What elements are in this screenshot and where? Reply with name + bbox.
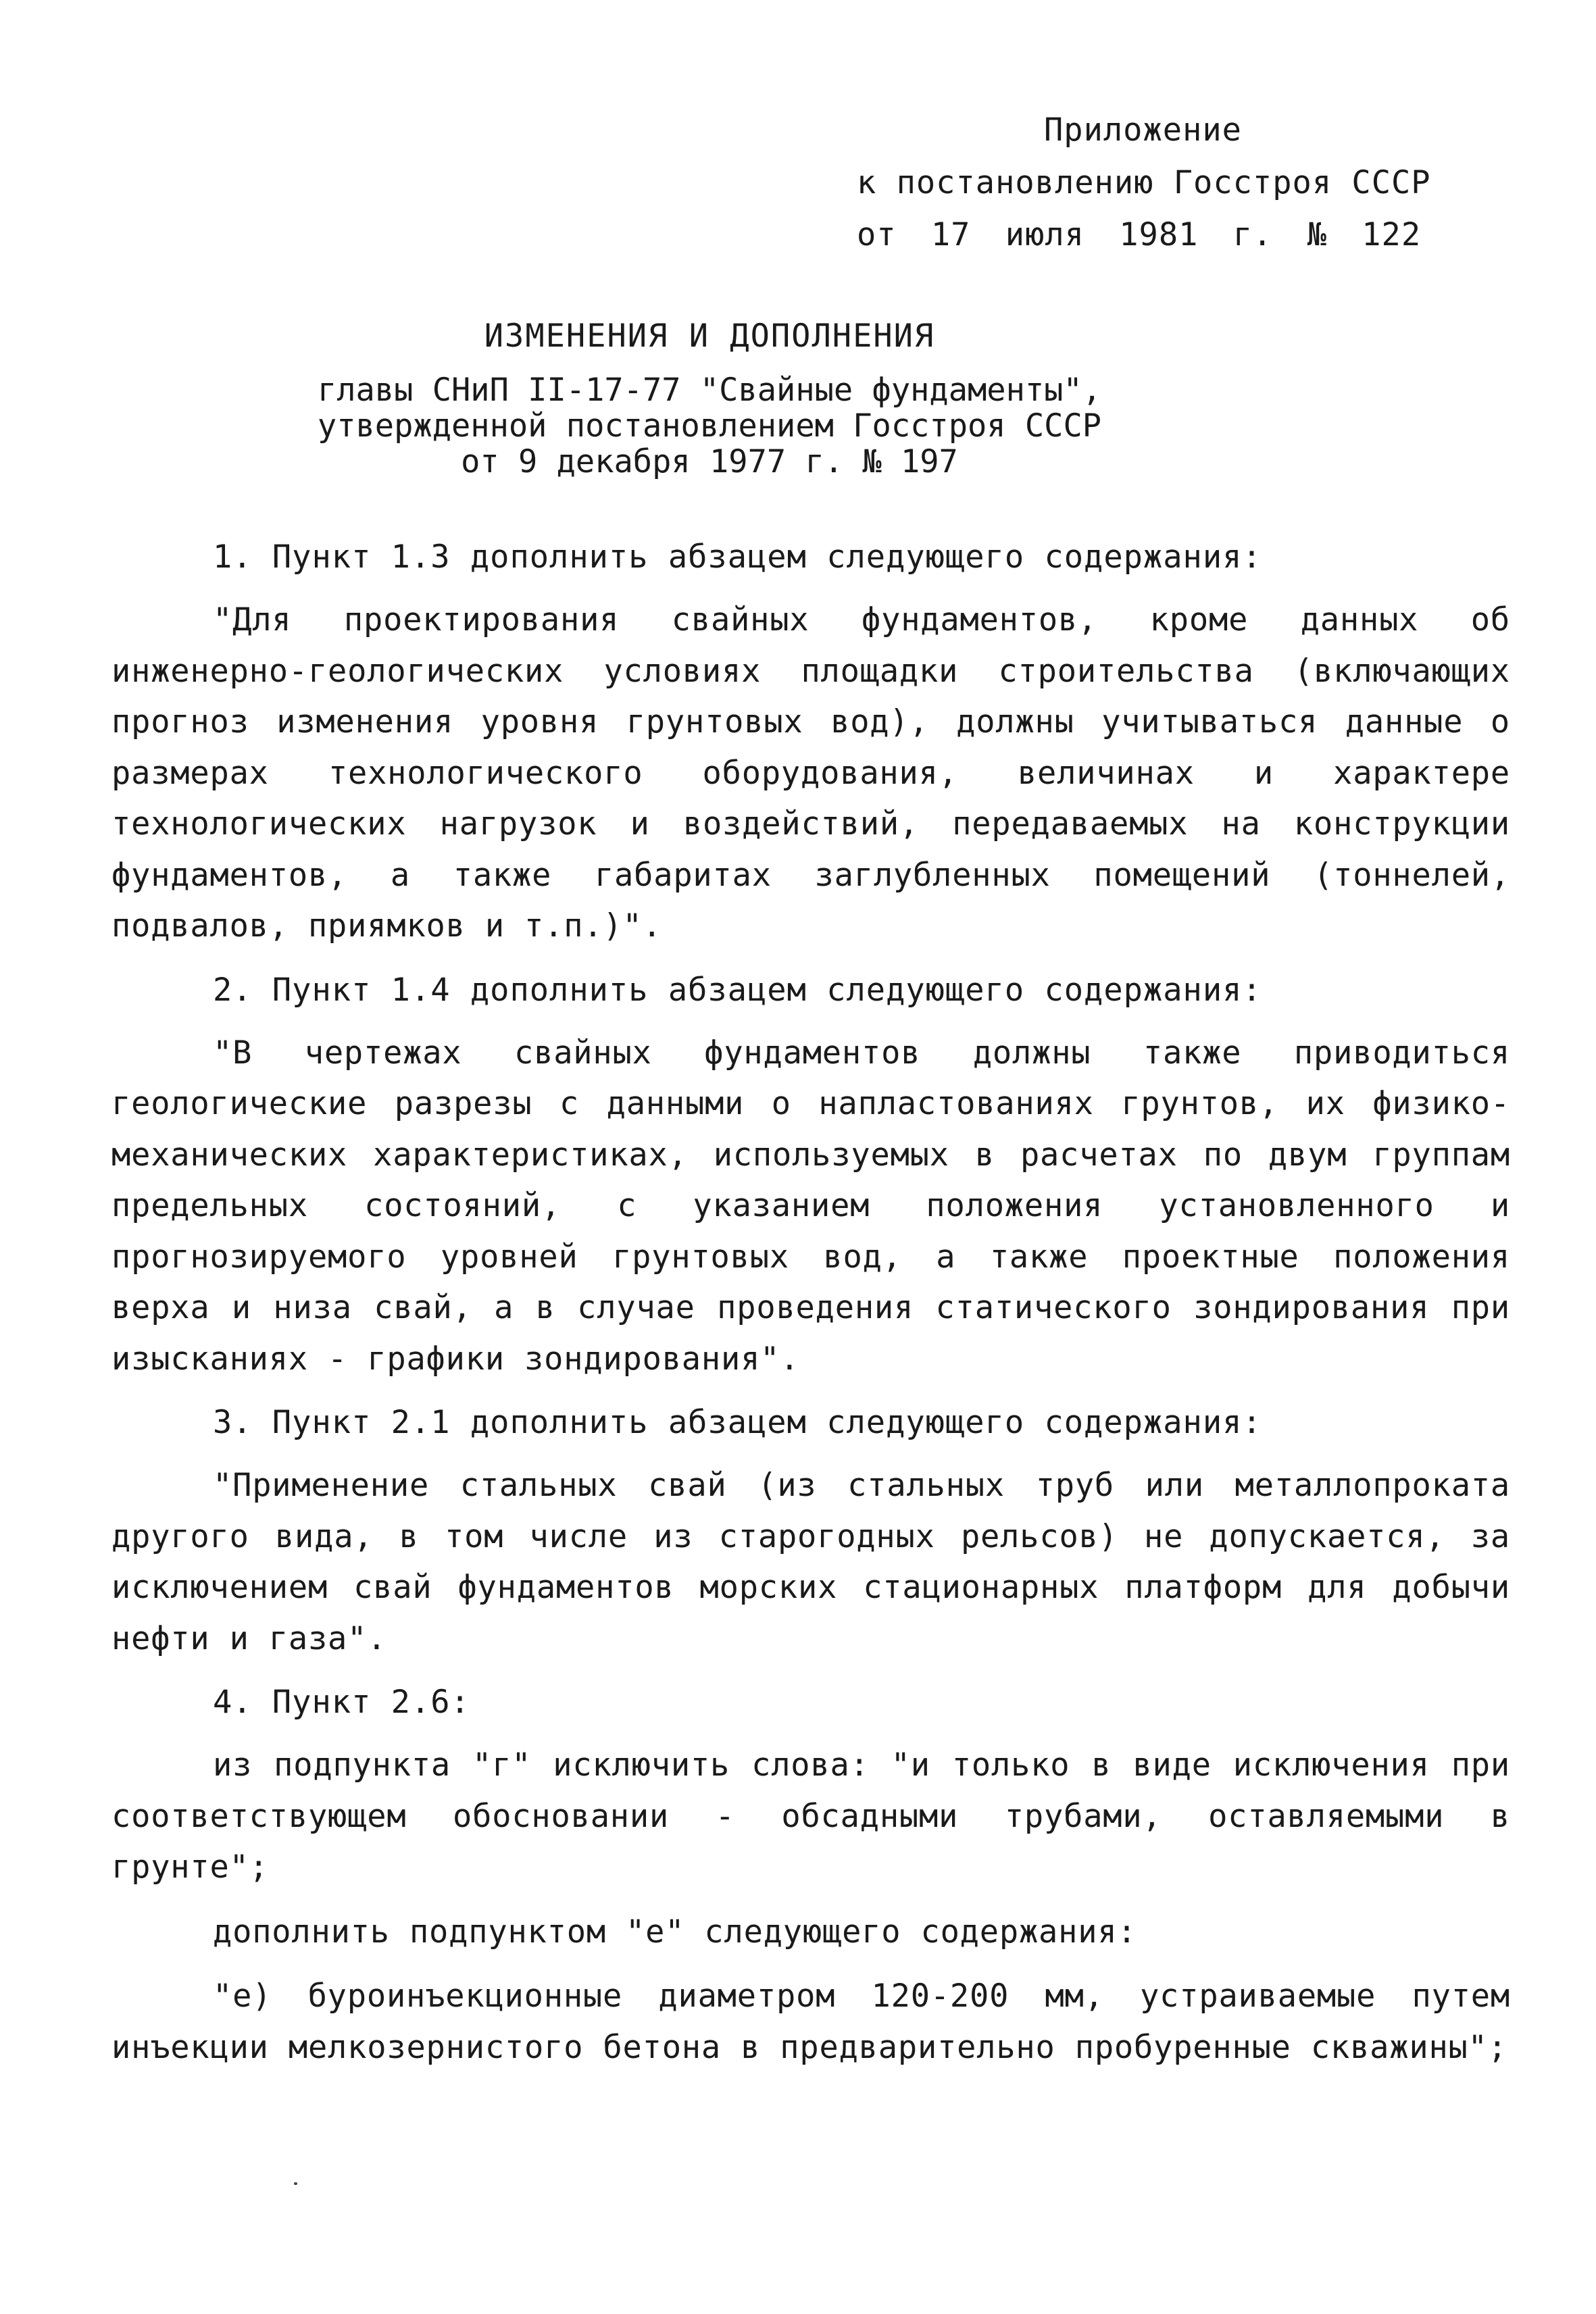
- document-subtitle-line3: от 9 декабря 1977 г. № 197: [461, 443, 958, 480]
- item-4-heading: 4. Пункт 2.6:: [213, 1684, 470, 1721]
- item-1-text: "Для проектирования свайных фундаментов, кроме данных об инженерно-геологических условиях площадки строительства (включающих прогноз изменения уровня грунтовых вод), должны учитываться данные о размерах технологического оборудования, величинах и характере технологических нагрузок и воздействий, передаваемых на конструкции фундаментов, а также габаритах заглубленных помещений (тоннелей, подвалов, приямков и т.п.)".: [111, 601, 1510, 945]
- document-subtitle-line2: утвержденной постановлением Госстроя СССР: [317, 407, 1102, 445]
- item-4-text: из подпункта "г" исключить слова: "и только в виде исключения при соответствующем обосновании - обсадными трубами, оставляемыми в грунте";: [111, 1746, 1510, 1886]
- appendix-date-number: от 17 июля 1981 г. № 122: [857, 216, 1422, 253]
- document-subtitle-line1: главы СНиП II-17-77 "Свайные фундаменты",: [317, 372, 1102, 409]
- item-1-heading: 1. Пункт 1.3 дополнить абзацем следующего содержания:: [213, 538, 1262, 576]
- item-4-subpoint-e: "е) буроинъекционные диаметром 120-200 мм, устраиваемые путем инъекции мелкозернистого бетона в предварительно пробуренные скважины";: [111, 1978, 1510, 2066]
- document-title: ИЗМЕНЕНИЯ И ДОПОЛНЕНИЯ: [484, 318, 935, 355]
- item-2-text: "В чертежах свайных фундаментов должны также приводиться геологические разрезы с данными о напластованиях грунтов, их физико-механических характеристиках, используемых в расчетах по двум группам предельных состояний, с указанием положения установленного и прогнозируемого уровней грунтовых вод, а также проектные положения верха и низа свай, а в случае проведения статического зондирования при изысканиях - графики зондирования".: [111, 1034, 1510, 1378]
- appendix-reference: к постановлению Госстроя СССР: [857, 164, 1431, 201]
- item-3-text: "Применение стальных свай (из стальных труб или металлопроката другого вида, в том числе из старогодных рельсов) не допускается, за исключением свай фундаментов морских стационарных платформ для добычи нефти и газа".: [111, 1467, 1510, 1657]
- item-4-addition-intro: дополнить подпунктом "е" следующего содержания:: [213, 1913, 1137, 1951]
- appendix-label: Приложение: [1044, 111, 1242, 149]
- item-2-heading: 2. Пункт 1.4 дополнить абзацем следующего содержания:: [213, 971, 1262, 1009]
- item-3-heading: 3. Пункт 2.1 дополнить абзацем следующего содержания:: [213, 1404, 1262, 1441]
- document-body: [111, 532, 1510, 2086]
- scan-speck: [294, 2182, 297, 2185]
